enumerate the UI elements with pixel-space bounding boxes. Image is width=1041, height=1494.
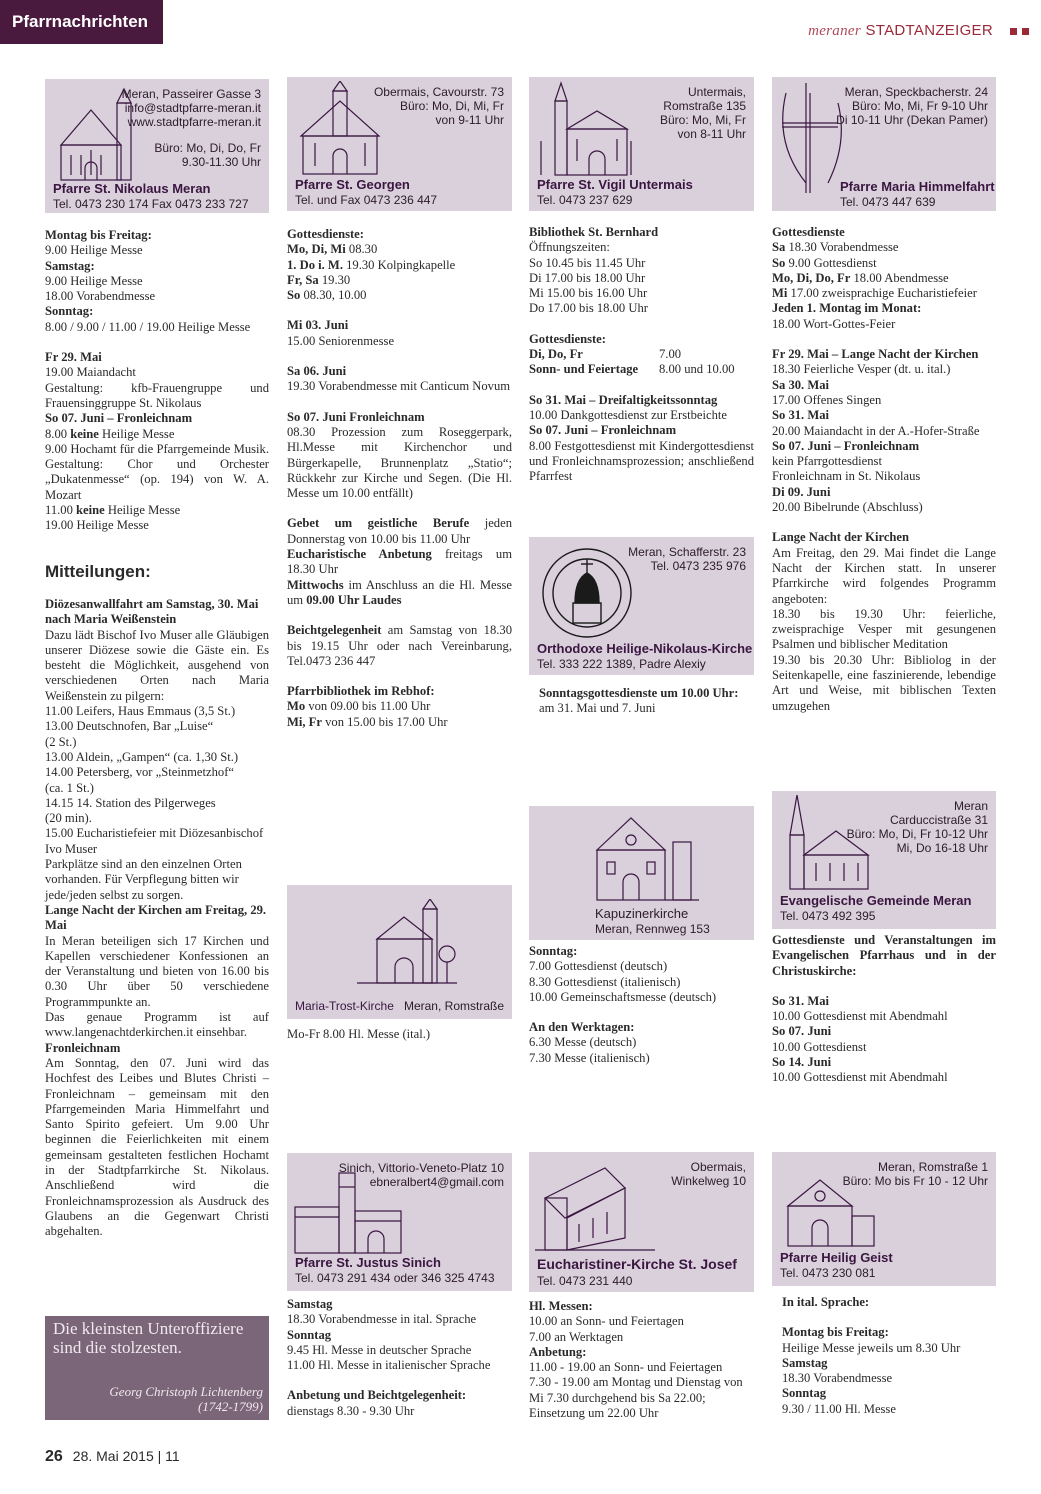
- text: 8.00 / 9.00 / 11.00 / 19.00 Heilige Messe: [45, 319, 251, 334]
- text: 18.30 Vorabendmesse in ital. Sprache: [287, 1312, 477, 1327]
- brand-rest: STADTANZEIGER: [865, 22, 993, 39]
- text: An den Werktagen:: [529, 1020, 635, 1035]
- text: So 07. Juni: [772, 1024, 832, 1039]
- text: Sonntag: [287, 1327, 332, 1342]
- text: 11.00 - 19.00 an Sonn- und Feiertagen: [529, 1360, 723, 1375]
- text: Parkplätze sind an den einzelnen Orten vorhanden. Für Verpflegung bitten wir jede/jeden selbst zu sorgen.: [45, 857, 242, 902]
- office-hours: 9.30-11.30 Uhr: [181, 155, 261, 169]
- text: (ca. 1 St.): [45, 780, 94, 795]
- box-nikolaus: [45, 79, 269, 213]
- text: jeden Donnerstag von 10.00 bis 11.00 Uhr: [287, 516, 512, 546]
- text: 15.00 Seniorenmesse: [287, 333, 395, 348]
- church-georgen-icon: [295, 81, 385, 177]
- text: 18.00 Abendmesse: [850, 270, 949, 285]
- church-josef-icon: [535, 1158, 655, 1254]
- text: Sonntag:: [529, 944, 578, 958]
- box-orthodox: [529, 537, 754, 675]
- email-link[interactable]: info@stadtpfarre-meran.it: [124, 101, 261, 115]
- text: 9.00 Heilige Messe: [45, 243, 143, 258]
- text: Mi 03. Juni: [287, 318, 349, 333]
- text: Am Sonntag, den 07. Juni wird das Hochfest des Leibes und Blutes Christi – Fronleichnam – gemeinsam mit den Pfarrgemeinden Maria Himmelfahrt und Santo Spirito gefeiert. Um 9.00 Uhr beginnen die Feierlichkeiten mit einem gemeinsam gestalteten festlichen Hochamt in der Stadtpfarrkirche St. Nikolaus. Anschließend wird die Fronleichnamsprozession als Ausdruck des Glaubens an die Gegenwart Christi abgehalten.: [45, 1055, 269, 1239]
- text: Heilige Messe: [98, 426, 175, 441]
- church-addr: Meran, Rennweg 153: [595, 922, 710, 936]
- box-mariatrost: [287, 885, 512, 1019]
- text: Samstag: [782, 1355, 828, 1370]
- text: 6.30 Messe (deutsch): [529, 1035, 637, 1050]
- text: Sonntag:: [45, 304, 94, 319]
- text: 8.00: [45, 426, 71, 441]
- office-hours: Büro: Mo, Di, Fr 10-12 Uhr: [846, 827, 988, 841]
- text: freitags um 18.30 Uhr: [287, 547, 512, 577]
- text: von 09.00 bis 11.00 Uhr: [305, 699, 431, 714]
- text: 09.00 Uhr Laudes: [306, 592, 402, 607]
- text: So 31. Mai: [772, 408, 830, 423]
- addr-line: Meran, Speckbacherstr. 24: [844, 85, 988, 99]
- addr-line: Winkelweg 10: [671, 1174, 746, 1188]
- phone: Tel. 0473 235 976: [650, 559, 746, 573]
- parish-name: Pfarre St. Vigil Untermais: [537, 177, 693, 192]
- text: von 15.00 bis 17.00 Uhr: [321, 714, 448, 729]
- text: Dazu lädt Bischof Ivo Muser alle Gläubigen unserer Diözese sowie die Gäste ein. Es besteht die Möglichkeit, ausgehend von verschiedenen Orten nach Maria Weißenstein zu pilgern:: [45, 627, 269, 703]
- text: 13.00 Aldein, „Gampen“ (ca. 1,30 St.): [45, 749, 239, 764]
- brand-square: [1010, 28, 1017, 35]
- text: Am Freitag, den 29. Mai findet die Lange Nacht der Kirchen statt. In unserer Pfarrkirche wird folgendes Programm angeboten:: [772, 545, 996, 606]
- col2-schedule: [287, 227, 512, 730]
- text: Jeden 1. Montag im Monat:: [772, 301, 922, 316]
- text: 08.30: [345, 242, 378, 257]
- text: keine: [76, 503, 105, 518]
- text: Hl. Messen:: [529, 1299, 593, 1313]
- parish-name: Pfarre St. Justus Sinich: [295, 1255, 441, 1270]
- text: Beichtgelegenheit: [287, 623, 382, 638]
- quote-years: (1742-1799): [198, 1399, 263, 1414]
- addr-line: Obermais,: [690, 1160, 746, 1174]
- box-georgen: [287, 77, 512, 211]
- office-hours: Büro: Mo bis Fr 10 - 12 Uhr: [842, 1174, 988, 1188]
- church-name: Maria-Trost-Kirche: [295, 999, 394, 1013]
- text: 14.15 14. Station des Pilgerweges: [45, 795, 216, 810]
- col3-schedule: [529, 225, 754, 484]
- addr-line: Meran, Passeirer Gasse 3: [121, 87, 261, 101]
- col3-kapuziner-text: [529, 944, 754, 1066]
- section-tab: Pfarrnachrichten: [0, 0, 163, 44]
- text: So: [772, 255, 786, 270]
- text: 13.00 Deutschnofen, Bar „Luise“: [45, 719, 214, 734]
- text: am Samstag von 18.30 bis 19.15 Uhr oder nach Vereinbarung, Tel.0473 236 447: [287, 623, 512, 668]
- addr-line: Obermais, Cavourstr. 73: [373, 85, 504, 99]
- text: Heilige Messe jeweils um 8.30 Uhr: [782, 1340, 961, 1355]
- parish-tel: Tel. 0473 230 174 Fax 0473 233 727: [53, 197, 249, 211]
- text: Fr 29. Mai – Lange Nacht der Kirchen: [772, 347, 979, 362]
- church-vigil-icon: [535, 81, 635, 177]
- text: 14.00 Petersberg, vor „Steinmetzhof“: [45, 765, 234, 780]
- brand-italic: meraner: [808, 23, 861, 39]
- text: 19.30 Vorabendmesse mit Canticum Novum: [287, 379, 511, 394]
- text: Montag bis Freitag:: [45, 228, 152, 242]
- text: Öffnungszeiten:: [529, 240, 610, 255]
- text: 8.00 Festgottesdienst mit Kindergottesdienst und Fronleichnamsprozession; anschließend Pfarrfest: [529, 438, 754, 484]
- brand-logo: [808, 22, 993, 40]
- office-hours: Büro: Mo, Mi, Fr 9-10 Uhr: [851, 99, 988, 113]
- text: 20.00 Maiandacht in der A.-Hofer-Straße: [772, 423, 980, 438]
- text: 10.00 Gottesdienst mit Abendmahl: [772, 1009, 948, 1024]
- parish-name: Pfarre St. Nikolaus Meran: [53, 181, 211, 196]
- text: Anbetung und Beichtgelegenheit:: [287, 1388, 467, 1403]
- text: In ital. Sprache:: [782, 1295, 870, 1309]
- text: 11.00 Leifers, Haus Emmaus (3,5 St.): [45, 704, 236, 719]
- text: 10.00 Gottesdienst: [772, 1039, 867, 1054]
- mitteilungen-heading: Mitteilungen:: [45, 562, 151, 581]
- parish-name: Pfarre St. Georgen: [295, 177, 410, 192]
- text: dienstags 8.30 - 9.30 Uhr: [287, 1403, 415, 1418]
- text: 10.00 Gottesdienst mit Abendmahl: [772, 1070, 948, 1085]
- text: Sa: [772, 240, 786, 255]
- office-hours: Büro: Mo, Di, Mi, Fr: [399, 99, 504, 113]
- col1-news: [45, 597, 269, 1239]
- parish-tel: Tel. 0473 492 395: [780, 909, 876, 923]
- issue-date: 28. Mai 2015 | 11: [72, 1448, 180, 1464]
- text: Mi, Fr: [287, 714, 322, 729]
- office-hours: von 9-11 Uhr: [435, 113, 504, 127]
- parish-tel: Tel. und Fax 0473 236 447: [295, 193, 438, 207]
- text: Montag bis Freitag:: [782, 1325, 889, 1340]
- text: Gottesdienste:: [529, 331, 606, 346]
- office-hours: Mi, Do 16-18 Uhr: [896, 841, 988, 855]
- text: Fr, Sa: [287, 272, 319, 287]
- office-hours: Di 10-11 Uhr (Dekan Pamer): [836, 113, 988, 127]
- text: Di 17.00 bis 18.00 Uhr: [529, 270, 646, 285]
- text: Diözesanwallfahrt am Samstag, 30. Mai nach Maria Weißenstein: [45, 597, 259, 627]
- text: In Meran beteiligen sich 17 Kirchen und Kapellen verschiedener Konfessionen an der Veranstaltung und bieten von 16.00 bis 0.30 Uhr über 50 verschiedene Programmpunkte an.: [45, 933, 269, 1009]
- text: Gestaltung: kfb-Frauengruppe und Frauensinggruppe St. Nikolaus: [45, 380, 269, 410]
- text: Mi 15.00 bis 16.00 Uhr: [529, 286, 648, 301]
- text: Fronleichnam: [45, 1040, 121, 1055]
- text: 11.00 Hl. Messe in italienischer Sprache: [287, 1358, 491, 1373]
- col4-evangelisch-text: [772, 933, 996, 1086]
- text: Gebet um geistliche Berufe: [287, 516, 470, 531]
- text: Lange Nacht der Kirchen am Freitag, 29. Mai: [45, 902, 267, 933]
- col2-mariatrost-text: [287, 1027, 512, 1042]
- text: Mo, Di, Do, Fr: [772, 270, 851, 285]
- addr-line: Meran, Schafferstr. 23: [628, 545, 746, 559]
- text: So 14. Juni: [772, 1055, 832, 1070]
- text: 19.00 Heilige Messe: [45, 518, 149, 533]
- text: 18.00 Vorabendmesse: [45, 289, 156, 304]
- text: So 31. Mai: [772, 993, 830, 1008]
- church-addr: Meran, Romstraße: [403, 999, 504, 1013]
- text: So: [287, 288, 301, 303]
- text: Mo-Fr 8.00 Hl. Messe (ital.): [287, 1027, 431, 1041]
- parish-tel: Tel. 0473 237 629: [537, 193, 633, 207]
- text: 20.00 Bibelrunde (Abschluss): [772, 500, 923, 515]
- addr-line: Meran: [953, 799, 988, 813]
- text: Eucharistische Anbetung: [287, 547, 432, 562]
- text: 10.00 Dankgottesdienst zur Erstbeichte: [529, 407, 727, 422]
- addr-line: Sinich, Vittorio-Veneto-Platz 10: [338, 1161, 504, 1175]
- text: Gottesdienste und Veranstaltungen im Evangelischen Pfarrhaus und in der Christuskirche:: [772, 933, 996, 978]
- col4-geist-text: [782, 1295, 996, 1417]
- parish-name: Pfarre Maria Himmelfahrt: [840, 179, 995, 194]
- text: Bibliothek St. Bernhard: [529, 225, 659, 239]
- text: 7.30 - 19.00 am Montag und Dienstag von Mi 7.30 durchgehend bis Sa 22.00; Einsetzung um 22.00 Uhr: [529, 1375, 743, 1421]
- page-number: 26: [45, 1448, 63, 1465]
- text: 7.30 Messe (italienisch): [529, 1050, 650, 1065]
- orthodox-seal-icon: [537, 541, 637, 641]
- text: 7.00: [659, 347, 682, 362]
- text: Samstag: [287, 1297, 333, 1311]
- text: 9.00 Hochamt für die Pfarrgemeinde Musik. Gestaltung: Chor und Orchester „Dukatenmesse“ (op. 194) von W. A. Mozart: [45, 441, 269, 502]
- text: 9.30 / 11.00 Hl. Messe: [782, 1401, 896, 1416]
- text: 18.30 Vorabendmesse: [782, 1371, 893, 1386]
- text: So 07. Juni – Fronleichnam: [772, 438, 920, 453]
- text: Fr 29. Mai: [45, 350, 102, 365]
- quote-text: Die kleinsten Unteroffiziere sind die stolzesten.: [53, 1319, 244, 1357]
- text: (20 min).: [45, 811, 92, 826]
- text[interactable]: Das genaue Programm ist auf www.langenachtderkirchen.it einsehbar.: [45, 1010, 269, 1040]
- text: 7.00 Gottesdienst (deutsch): [529, 959, 668, 974]
- text: 19.00 Maiandacht: [45, 365, 136, 380]
- quote-author: Georg Christoph Lichtenberg: [109, 1384, 263, 1399]
- footer: [45, 1448, 180, 1466]
- text: 10.00 Gemeinschaftsmesse (deutsch): [529, 989, 717, 1004]
- text: 7.00 an Werktagen: [529, 1329, 624, 1344]
- text: 10.00 an Sonn- und Feiertagen: [529, 1314, 684, 1329]
- parish-name: Orthodoxe Heilige-Nikolaus-Kirche: [537, 641, 753, 656]
- office-hours: von 8-11 Uhr: [677, 127, 746, 141]
- box-josef: [529, 1152, 754, 1292]
- text: So 07. Juni – Fronleichnam: [529, 423, 677, 438]
- text: So 07. Juni – Fronleichnam: [45, 411, 193, 426]
- col2-sinich-text: [287, 1297, 512, 1419]
- text: keine: [70, 426, 99, 441]
- text: Mo, Di, Mi: [287, 242, 346, 257]
- text: 9.00 Heilige Messe: [45, 273, 143, 288]
- text: Sa 06. Juni: [287, 364, 347, 379]
- text: 08.30, 10.00: [300, 288, 367, 303]
- text: Sonn- und Feiertage: [529, 362, 639, 377]
- text: 19.30 bis 20.30 Uhr: Bibliolog in der Seitenkapelle, eine faszinierende, lebendige Art und Weise, mit biblischen Texten umzugehen: [772, 652, 996, 713]
- email-link[interactable]: ebneralbert4@gmail.com: [369, 1175, 504, 1189]
- addr-line: Meran, Romstraße 1: [877, 1160, 988, 1174]
- text: Samstag:: [45, 258, 95, 273]
- parish-tel: Tel. 0473 231 440: [537, 1274, 633, 1288]
- col4-schedule: [772, 225, 996, 714]
- text: 1. Do i. M.: [287, 257, 343, 272]
- box-vigil: [529, 77, 754, 211]
- col3-josef-text: [529, 1299, 754, 1421]
- web-link[interactable]: www.stadtpfarre-meran.it: [127, 115, 261, 129]
- text: 18.00 Wort-Gottes-Feier: [772, 316, 896, 331]
- text: Pfarrbibliothek im Rebhof:: [287, 684, 435, 699]
- text: 8.30 Gottesdienst (italienisch): [529, 974, 681, 989]
- text: Mo: [287, 699, 306, 714]
- text: 18.30 Vorabendmesse: [785, 240, 899, 255]
- text: 9.45 Hl. Messe in deutscher Sprache: [287, 1342, 472, 1357]
- parish-tel: Tel. 0473 447 639: [840, 195, 936, 209]
- addr-line: Romstraße 135: [663, 99, 746, 113]
- text: Gottesdienste:: [287, 227, 364, 241]
- box-evangelisch: [772, 791, 996, 929]
- text: 19.30: [318, 272, 351, 287]
- text: So 31. Mai – Dreifaltigkeitssonntag: [529, 392, 718, 407]
- parish-tel: Tel. 0473 291 434 oder 346 325 4743: [295, 1271, 495, 1285]
- parish-name: Pfarre Heilig Geist: [780, 1250, 893, 1265]
- text: 08.30 Prozession zum Roseggerpark, Hl.Messe mit Kirchenchor und Bürgerkapelle, Brunnenplatz „Statio“; Rückkehr zur Kirche und Segen. (Die Hl. Messe um 10.00 entfällt): [287, 424, 512, 501]
- addr-line: Carduccistraße 31: [889, 813, 988, 827]
- text: (2 St.): [45, 734, 77, 749]
- text: Heilige Messe: [104, 503, 181, 518]
- text: 17.00 Offenes Singen: [772, 392, 882, 407]
- parish-tel: Tel. 0473 230 081: [780, 1266, 876, 1280]
- box-himmelfahrt: [772, 77, 996, 211]
- text: Di, Do, Fr: [529, 347, 583, 362]
- church-name: Kapuzinerkirche: [595, 906, 689, 921]
- text: Di 09. Juni: [772, 484, 831, 499]
- text: Gottesdienste: [772, 225, 845, 239]
- parish-tel: Tel. 333 222 1389, Padre Alexiy: [537, 657, 706, 671]
- box-kapuziner: [529, 806, 754, 940]
- text: Sa 30. Mai: [772, 377, 830, 392]
- text: Anbetung:: [529, 1344, 587, 1359]
- text: 18.30 bis 19.30 Uhr: feierliche, zweisprachige Vesper mit gesungenen Psalmen und biblischer Meditation: [772, 606, 996, 652]
- text: Do 17.00 bis 18.00 Uhr: [529, 301, 648, 316]
- text: Sonntag: [782, 1386, 827, 1401]
- parish-name: Eucharistiner-Kirche St. Josef: [537, 1256, 737, 1272]
- text: 19.30 Kolpingkapelle: [342, 257, 456, 272]
- quote-box: [45, 1316, 269, 1420]
- text: Mittwochs: [287, 577, 344, 592]
- text: 15.00 Eucharistiefeier mit Diözesanbischof Ivo Muser: [45, 826, 264, 856]
- text: Lange Nacht der Kirchen: [772, 530, 910, 545]
- text: kein Pfarrgottesdienst: [772, 454, 882, 469]
- church-mariatrost-icon: [357, 899, 457, 987]
- text: Fronleichnam in St. Nikolaus: [772, 469, 921, 484]
- office-hours: Büro: Mo, Di, Do, Fr: [154, 141, 261, 155]
- office-hours: Büro: Mo, Mi, Fr: [659, 113, 746, 127]
- text: 17.00 zweisprachige Eucharistiefeier: [787, 286, 977, 301]
- text: 18.30 Feierliche Vesper (dt. u. ital.): [772, 362, 951, 377]
- text: im Anschluss an die Hl. Messe um: [287, 577, 512, 607]
- col3-orthodox-text: [539, 686, 749, 717]
- box-geist: [772, 1152, 996, 1286]
- col1-schedule: [45, 228, 269, 534]
- text: So 10.45 bis 11.45 Uhr: [529, 255, 646, 270]
- text: 9.00 Gottesdienst: [785, 255, 877, 270]
- text: Mi: [772, 286, 788, 301]
- text: 11.00: [45, 503, 77, 518]
- text: am 31. Mai und 7. Juni: [539, 701, 656, 716]
- parish-name: Evangelische Gemeinde Meran: [780, 893, 972, 908]
- church-kapuziner-icon: [589, 812, 699, 904]
- text: 8.00 und 10.00: [659, 362, 735, 377]
- brand-square: [1022, 28, 1029, 35]
- text: So 07. Juni Fronleichnam: [287, 409, 425, 424]
- text: Sonntagsgottesdienste um 10.00 Uhr:: [539, 686, 739, 700]
- box-sinich: [287, 1153, 512, 1291]
- addr-line: Untermais,: [687, 85, 746, 99]
